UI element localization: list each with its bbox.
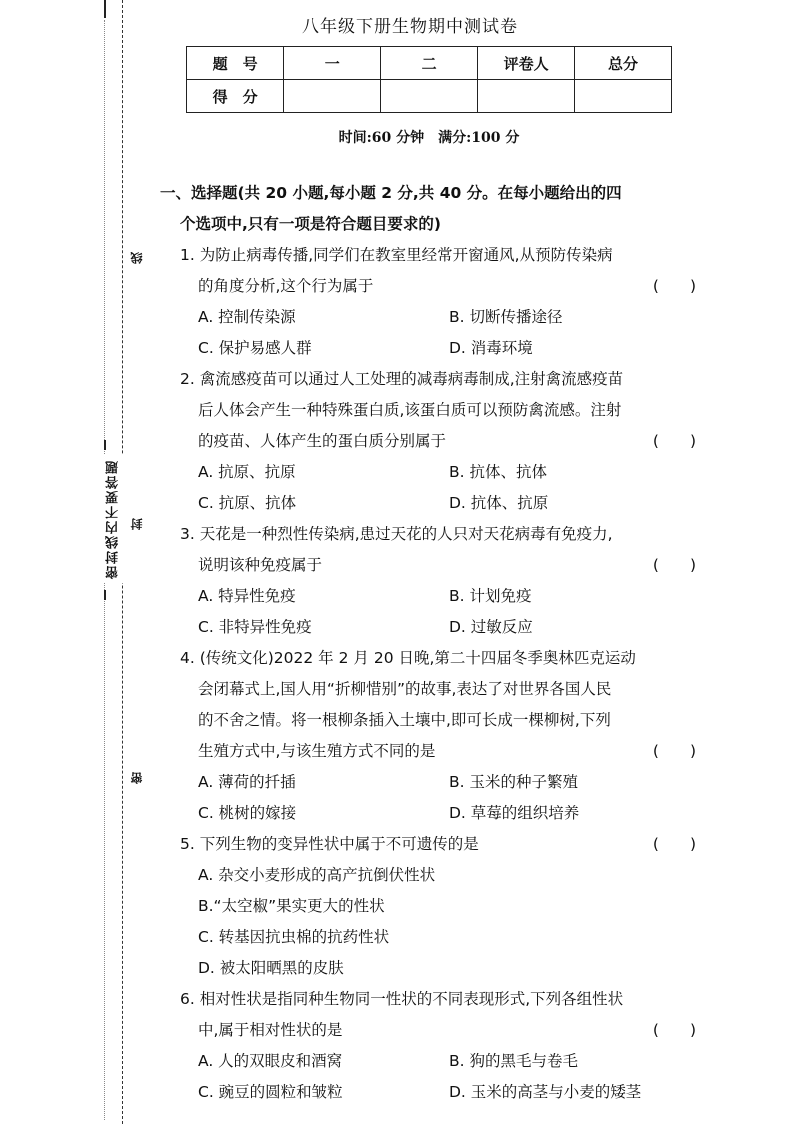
score-table-score-row [187, 80, 672, 113]
option-c: C. 抗原、抗体 [198, 494, 297, 512]
option-row [160, 333, 700, 364]
option-b: B. 狗的黑毛与卷毛 [449, 1052, 578, 1070]
score-cell: 评卷人 [478, 47, 575, 80]
option-row [160, 488, 700, 519]
score-table [186, 46, 672, 113]
margin-rule [104, 590, 106, 600]
score-cell: 得 分 [187, 80, 284, 113]
option-b: B.“太空椒”果实更大的性状 [198, 897, 385, 915]
answer-bracket[interactable]: ( ) [652, 556, 696, 574]
option-row [160, 1046, 700, 1077]
option-a: A. 杂交小麦形成的高产抗倒伏性状 [198, 866, 436, 884]
score-input-cell[interactable] [284, 80, 381, 113]
question-stem: 后人体会产生一种特殊蛋白质,该蛋白质可以预防禽流感。注射 [198, 401, 622, 419]
option-row [160, 767, 700, 798]
option-a: A. 薄荷的扦插 [198, 773, 296, 791]
score-input-cell[interactable] [575, 80, 672, 113]
score-cell: 一 [284, 47, 381, 80]
question-3 [160, 519, 700, 643]
option-b: B. 切断传播途径 [449, 308, 563, 326]
question-stem-line [160, 1015, 700, 1046]
question-5 [160, 829, 700, 984]
time-and-score-info: 时间:60 分钟 满分:100 分 [338, 130, 520, 146]
option-c: C. 保护易感人群 [198, 339, 312, 357]
option-row [160, 798, 700, 829]
score-cell: 题 号 [187, 47, 284, 80]
question-stem: 的疫苗、人体产生的蛋白质分别属于 [198, 432, 447, 450]
seal-mark-seal: 封 [130, 518, 144, 530]
option-b: B. 计划免疫 [449, 587, 532, 605]
answer-bracket[interactable]: ( ) [652, 835, 696, 853]
question-stem: 说明该种免疫属于 [198, 556, 323, 574]
option-b: B. 抗体、抗体 [449, 463, 547, 481]
score-input-cell[interactable] [381, 80, 478, 113]
section-heading: 一、选择题(共 20 小题,每小题 2 分,共 40 分。在每小题给出的四 [160, 184, 622, 202]
question-4 [160, 643, 700, 829]
question-stem: 的角度分析,这个行为属于 [198, 277, 374, 295]
question-stem: 的不舍之情。将一根柳条插入土壤中,即可长成一棵柳树,下列 [198, 711, 611, 729]
question-stem: 5. 下列生物的变异性状中属于不可遗传的是 [180, 835, 479, 853]
margin-rule [104, 0, 106, 18]
answer-bracket[interactable]: ( ) [652, 1021, 696, 1039]
question-2 [160, 364, 700, 519]
option-d: D. 玉米的高茎与小麦的矮茎 [449, 1083, 642, 1101]
option-c: C. 转基因抗虫棉的抗药性状 [198, 928, 390, 946]
option-a: A. 抗原、抗原 [198, 463, 296, 481]
option-row [160, 612, 700, 643]
seal-line-notice: 密封线内不要答题 [104, 455, 123, 583]
answer-bracket[interactable]: ( ) [652, 277, 696, 295]
option-a: A. 特异性免疫 [198, 587, 296, 605]
option-d: D. 抗体、抗原 [449, 494, 549, 512]
score-cell: 总分 [575, 47, 672, 80]
question-6 [160, 984, 700, 1108]
seal-mark-line: 线 [130, 252, 144, 264]
option-row [160, 457, 700, 488]
score-cell: 二 [381, 47, 478, 80]
option-c: C. 桃树的嫁接 [198, 804, 297, 822]
margin-rule [104, 440, 106, 450]
score-input-cell[interactable] [478, 80, 575, 113]
question-stem: 中,属于相对性状的是 [198, 1021, 343, 1039]
page-title: 八年级下册生物期中测试卷 [302, 17, 518, 37]
option-a: A. 控制传染源 [198, 308, 296, 326]
option-c: C. 非特异性免疫 [198, 618, 312, 636]
question-stem-line [160, 426, 700, 457]
option-row [160, 1077, 700, 1108]
question-stem: 1. 为防止病毒传播,同学们在教室里经常开窗通风,从预防传染病 [180, 246, 613, 264]
seal-mark-secret: 密 [130, 772, 144, 784]
answer-bracket[interactable]: ( ) [652, 432, 696, 450]
answer-bracket[interactable]: ( ) [652, 742, 696, 760]
option-d: D. 草莓的组织培养 [449, 804, 580, 822]
binding-margin [0, 0, 150, 1124]
score-table-header-row [187, 47, 672, 80]
question-stem: 3. 天花是一种烈性传染病,患过天花的人只对天花病毒有免疫力, [180, 525, 613, 543]
question-area [160, 178, 700, 1108]
option-a: A. 人的双眼皮和酒窝 [198, 1052, 343, 1070]
section-heading: 个选项中,只有一项是符合题目要求的) [180, 215, 441, 233]
option-d: D. 过敏反应 [449, 618, 533, 636]
question-stem-line [160, 736, 700, 767]
question-stem: 会闭幕式上,国人用“折柳惜别”的故事,表达了对世界各国人民 [198, 680, 612, 698]
question-stem: 6. 相对性状是指同种生物同一性状的不同表现形式,下列各组性状 [180, 990, 624, 1008]
option-d: D. 消毒环境 [449, 339, 533, 357]
option-c: C. 豌豆的圆粒和皱粒 [198, 1083, 343, 1101]
question-stem: 4. (传统文化)2022 年 2 月 20 日晚,第二十四届冬季奥林匹克运动 [180, 649, 636, 667]
question-stem: 生殖方式中,与该生殖方式不同的是 [198, 742, 436, 760]
question-stem: 2. 禽流感疫苗可以通过人工处理的减毒病毒制成,注射禽流感疫苗 [180, 370, 624, 388]
question-stem-line [160, 271, 700, 302]
option-row [160, 302, 700, 333]
option-row [160, 581, 700, 612]
question-1 [160, 240, 700, 364]
option-d: D. 被太阳晒黑的皮肤 [198, 959, 344, 977]
option-b: B. 玉米的种子繁殖 [449, 773, 578, 791]
question-stem-line [160, 829, 700, 860]
question-stem-line [160, 550, 700, 581]
